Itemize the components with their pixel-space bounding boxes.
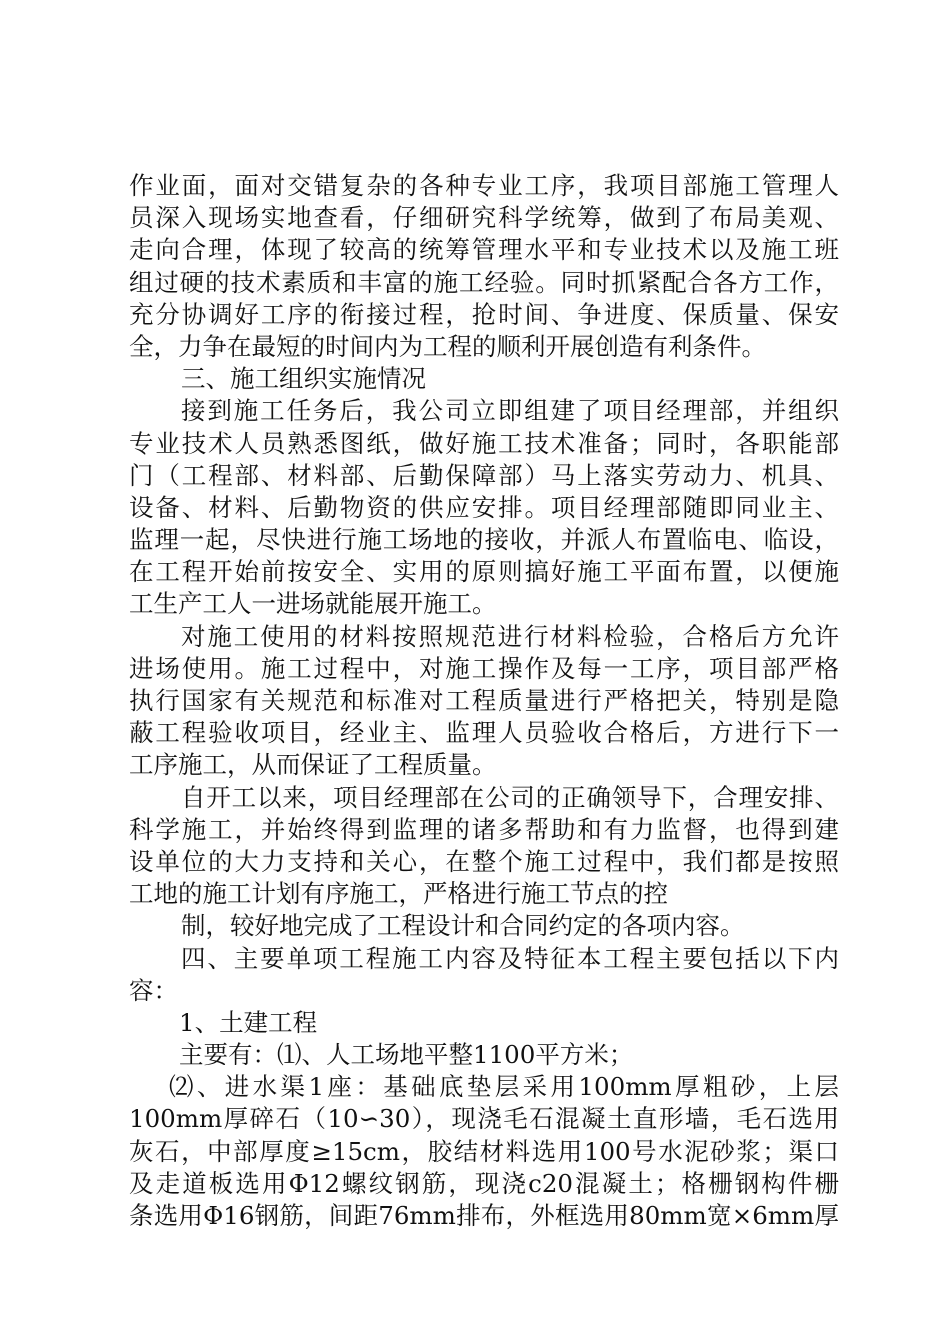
text-line: 组过硬的技术素质和丰富的施工经验。同时抓紧配合各方工作， [129,267,839,297]
text-line: 条选用Φ16钢筋，间距76mm排布，外框选用80mm宽×6mm厚 [129,1201,839,1230]
text-line: 制，较好地完成了工程设计和合同约定的各项内容。 [181,911,745,941]
text-line: 100mm厚碎石（10∽30），现浇毛石混凝土直形墙，毛石选用 [129,1104,839,1134]
text-line: 1、土建工程 [179,1007,318,1037]
text-line: 蔽工程验收项目，经业主、监理人员验收合格后，方进行下一 [129,718,839,748]
text-line: 灰石，中部厚度≥15cm，胶结材料选用100号水泥砂浆；渠口 [129,1136,839,1166]
text-line: 员深入现场实地查看，仔细研究科学统筹，做到了布局美观、 [129,203,839,233]
text-line: 执行国家有关规范和标准对工程质量进行严格把关，特别是隐 [129,686,839,715]
text-line: 设备、材料、后勤物资的供应安排。项目经理部随即同业主、 [129,492,839,522]
text-line: 自开工以来，项目经理部在公司的正确领导下，合理安排、 [181,782,839,812]
text-line: 对施工使用的材料按照规范进行材料检验，合格后方允许 [181,621,839,651]
text-line: 工生产工人一进场就能展开施工。 [129,589,497,619]
text-line: 工序施工，从而保证了工程质量。 [129,750,497,780]
text-line: ⑵、进水渠1座：基础底垫层采用100mm厚粗砂，上层 [169,1072,839,1102]
text-line: 及走道板选用Φ12螺纹钢筋，现浇c20混凝土；格栅钢构件栅 [129,1168,839,1198]
text-line: 在工程开始前按安全、实用的原则搞好施工平面布置，以便施 [129,557,839,587]
text-line: 专业技术人员熟悉图纸，做好施工技术准备；同时，各职能部 [129,428,839,458]
text-line: 容： [129,975,178,1005]
document-body-text [129,170,839,1232]
text-line: 走向合理，体现了较高的统筹管理水平和专业技术以及施工班 [129,235,839,265]
text-line: 工地的施工计划有序施工，严格进行施工节点的控 [129,879,668,909]
text-line: 三、施工组织实施情况 [181,364,426,394]
text-line: 科学施工，并始终得到监理的诸多帮助和有力监督，也得到建 [129,814,839,844]
text-line: 四、主要单项工程施工内容及特征本工程主要包括以下内 [181,943,839,973]
text-line: 作业面，面对交错复杂的各种专业工序，我项目部施工管理人 [129,171,839,200]
text-line: 接到施工任务后，我公司立即组建了项目经理部，并组织 [181,396,839,426]
text-line: 全，力争在最短的时间内为工程的顺利开展创造有利条件。 [129,331,766,361]
text-line: 进场使用。施工过程中，对施工操作及每一工序，项目部严格 [129,653,839,683]
text-line: 监理一起，尽快进行施工场地的接收，并派人布置临电、临设， [129,525,839,555]
text-line: 充分协调好工序的衔接过程，抢时间、争进度、保质量、保安 [129,299,839,329]
text-line: 主要有：⑴、人工场地平整1100平方米； [179,1040,634,1070]
text-line: 门（工程部、材料部、后勤保障部）马上落实劳动力、机具、 [129,460,839,490]
text-line: 设单位的大力支持和关心，在整个施工过程中，我们都是按照 [129,846,839,876]
